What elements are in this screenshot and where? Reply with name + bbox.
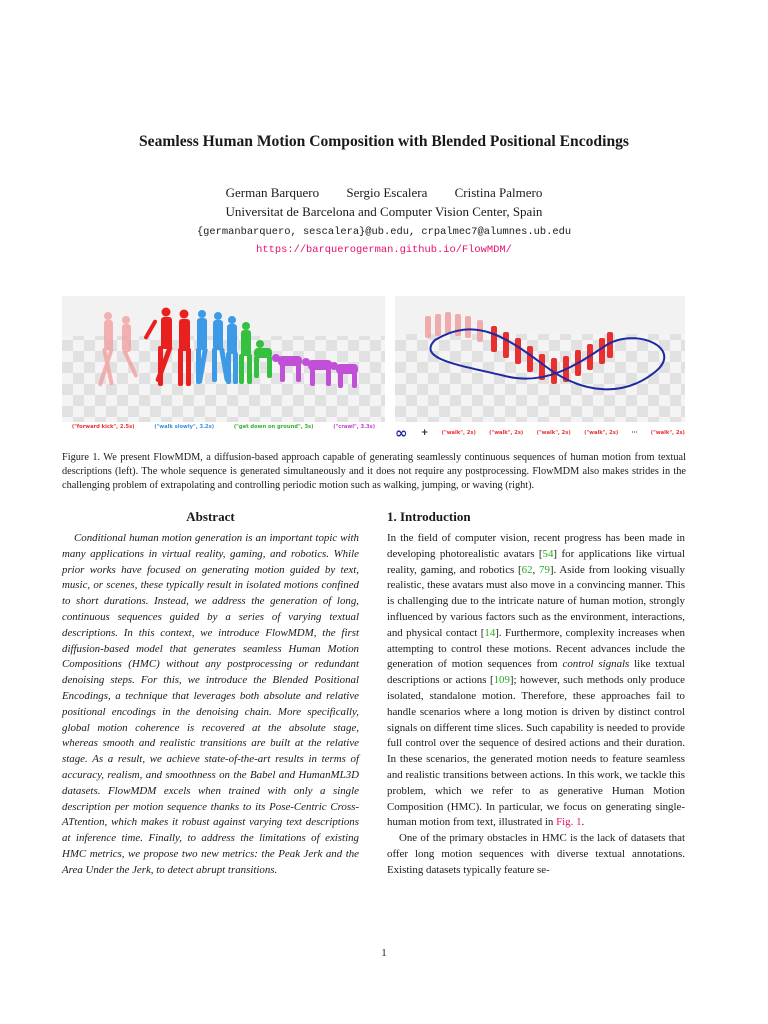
abstract-text: Conditional human motion generation is an important topic with many applications in virtual reality, gaming, and robotics. While prior works have focused on generating motion guided by text, music, or scenes, these typically result in isolated motions confined to short durations. Instead, we address the generation of long, continuous sequences guided by a series of varying textual descriptions. In this context, we introduce FlowMDM, the first diffusion-based model that generates seamless Human Motion Compositions (HMC) without any postprocessing or redundant denoising steps. For this, we introduce the Blended Positional Encodings, a technique that leverages both absolute and relative positional encodings in the denoising chain. More specifically, global motion coherence is recovered at the absolute stage, whereas smooth and realistic transitions are built at the relative stage. As a result, we achieve state-of-the-art results in terms of accuracy, realism, and smoothness on the Babel and HumanML3D datasets. FlowMDM excels when trained with only a single description per motion sequence thanks to its Pose-Centric Cross-ATtention, which makes it robust against varying text descriptions at inference time. Finally, to address the limitations of existing HMC metrics, we propose two new metrics: the Peak Jerk and the Area Under the Jerk, to detect abrupt transitions. (62, 532, 359, 876)
author-name: Cristina Palmero (454, 185, 543, 200)
citation-link[interactable]: 54 (542, 547, 554, 560)
figure-label: ("walk", 2s) (441, 430, 476, 436)
citation-link[interactable]: 14 (484, 626, 496, 639)
figure-label: ("walk", 2s) (536, 430, 571, 436)
paper-title: Seamless Human Motion Composition with Blended Positional Encodings (139, 133, 629, 150)
ellipsis: ··· (631, 430, 638, 436)
figure-ref-link[interactable]: Fig. 1 (556, 816, 582, 829)
abstract-heading: Abstract (186, 509, 235, 524)
figure-label: ("walk", 2s) (489, 430, 524, 436)
citation-link[interactable]: 79 (539, 563, 550, 576)
author-emails: {germanbarquero, sescalera}@ub.edu, crpalmec7@alumnes.ub.edu (196, 226, 572, 238)
introduction-heading: 1. Introduction (387, 509, 471, 524)
intro-paragraph: One of the primary obstacles in HMC is the lack of datasets that offer long motion sequences with diverse textual annotations. Existing datasets typically feature se- (387, 832, 685, 876)
author-list (0, 185, 768, 201)
figure-label: ("crawl", 3.3s) (333, 424, 376, 430)
figure-left-labels (62, 424, 385, 430)
figure-right-labels (395, 424, 685, 442)
infinity-icon: ∞ (395, 424, 408, 442)
figure-caption: Figure 1. We present FlowMDM, a diffusion-based approach capable of generating seamlessly continuous sequences of human motion from textual descriptions (left). The whole sequence is generated simultaneously and it does not require any postprocessing. FlowMDM also makes strides in the challenging problem of extrapolating and controlling periodic motion such as walking, jumping, or waving (right). (62, 452, 686, 491)
figure-label: ("walk", 2s) (650, 430, 685, 436)
intro-paragraph: In the field of computer vision, recent progress has been made in developing photorealistic avatars [54] for applications like virtual reality, gaming, and robotics [62, 79]. Aside from looking visually realistic, these avatars must also move in a convincing manner. This is challenging due to the intricate nature of human motion, strongly influenced by various factors such as the environment, interactions, and physical contact [14]. Furthermore, complexity increases when attempting to control these motions. Recent advances include the generation of motion sequences from control signals like textual descriptions or actions [109]; however, such methods only produce isolated, standalone motion. Therefore, these approaches fail to handle scenarios where a long motion is driven by distinct control signals on different time slices. Such capability is needed to provide full control over the sequence of desired actions and their duration. In these scenarios, the generated motion needs to feature seamless and realistic transitions between actions. In this work, we tackle this problem, which we refer to as generative Human Motion Composition (HMC). In particular, we focus on generating single-human motion from text, illustrated in Fig. 1. (387, 532, 685, 829)
affiliation: Universitat de Barcelona and Computer Vision Center, Spain (225, 204, 543, 219)
figure-label: ("get down on ground", 3s) (233, 424, 314, 430)
introduction-text (387, 531, 685, 879)
figure-left-image (62, 296, 385, 422)
citation-link[interactable]: 62 (521, 563, 533, 576)
figure-label: ("forward kick", 2.5s) (71, 424, 135, 430)
author-name: German Barquero (225, 185, 320, 200)
figure-right-image (395, 296, 685, 422)
page-number: 1 (381, 947, 387, 959)
project-url-link[interactable]: https://barquerogerman.github.io/FlowMDM/ (256, 244, 512, 256)
plus-icon: + (420, 428, 429, 438)
citation-link[interactable]: 109 (493, 674, 510, 687)
figure-label: ("walk", 2s) (584, 430, 619, 436)
figure-label: ("walk slowly", 3.2s) (154, 424, 215, 430)
author-name: Sergio Escalera (346, 185, 428, 200)
